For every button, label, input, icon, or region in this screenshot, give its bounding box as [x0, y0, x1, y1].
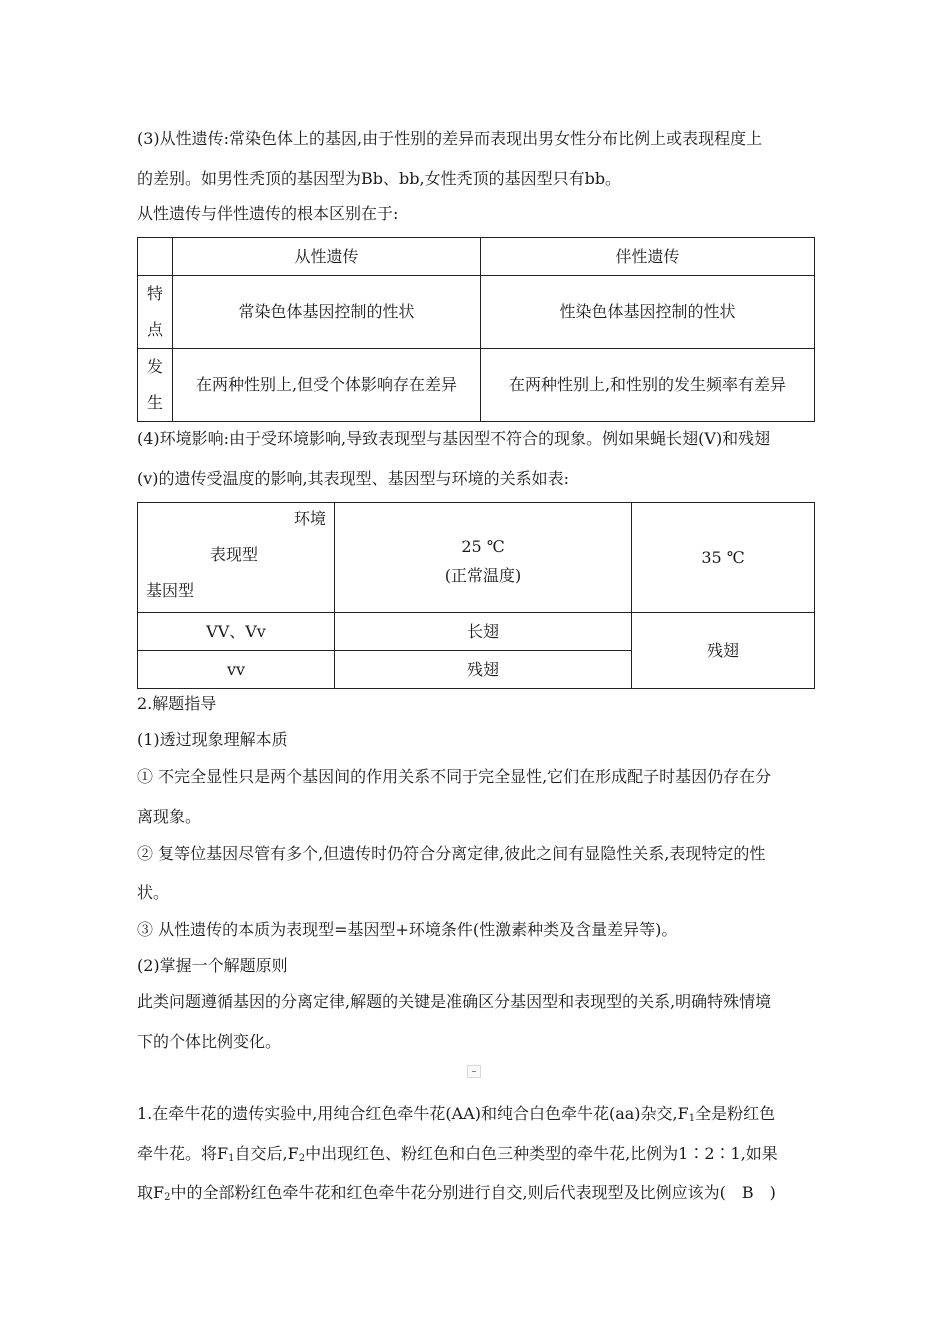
phenotype-cell: 残翅 — [335, 651, 632, 689]
row-label-top: 特 — [146, 284, 163, 303]
table-cell: 常染色体基因控制的性状 — [173, 276, 481, 349]
paragraph-line: (3)从性遗传:常染色体上的基因,由于性别的差异而表现出男女性分布比例上或表现程度上 — [137, 129, 763, 148]
subscript: 2 — [164, 1192, 171, 1203]
table-cell: 在两种性别上,但受个体影响存在差异 — [173, 349, 481, 422]
question-text: 1.在牵牛花的遗传实验中,用纯合红色牵牛花(AA)和纯合白色牵牛花(aa)杂交,F — [137, 1104, 689, 1123]
table-corner-cell — [138, 238, 173, 276]
phenotype-cell: 长翅 — [335, 613, 632, 651]
header-environment: 环境 — [293, 508, 326, 528]
genotype-cell: vv — [138, 651, 335, 689]
paragraph-line: 下的个体比例变化。 — [137, 1032, 282, 1051]
question-text: 全是粉红色 — [695, 1104, 776, 1123]
question-text: 取F — [137, 1183, 165, 1202]
subsection-title: (2)掌握一个解题原则 — [137, 956, 288, 975]
paragraph-line: 从性遗传与伴性遗传的根本区别在于: — [137, 204, 399, 223]
subscript: 1 — [228, 1153, 235, 1164]
temp-25: 25 ℃ — [461, 536, 505, 556]
temp-35: 35 ℃ — [632, 503, 815, 613]
header-phenotype: 表现型 — [210, 544, 259, 564]
subscript: 1 — [688, 1113, 696, 1124]
list-item: 离现象。 — [137, 807, 202, 826]
comparison-table — [137, 237, 815, 422]
question-line — [137, 1143, 778, 1170]
table-header-cell: 从性遗传 — [173, 238, 481, 276]
diagonal-header-cell — [138, 503, 335, 613]
question-text: 中的全部粉红色牵牛花和红色牵牛花分别进行自交,则后代表现型及比例应该为( B ) — [170, 1183, 776, 1202]
paragraph-line: 的差别。如男性秃顶的基因型为Bb、bb,女性秃顶的基因型只有bb。 — [137, 169, 622, 188]
paragraph-line: 此类问题遵循基因的分离定律,解题的关键是准确区分基因型和表现型的关系,明确特殊情境 — [137, 992, 772, 1011]
temperature-table — [137, 502, 815, 689]
table-header-cell: 伴性遗传 — [481, 238, 815, 276]
header-genotype: 基因型 — [146, 580, 195, 600]
list-item: ② 复等位基因尽管有多个,但遗传时仍符合分离定律,彼此之间有显隐性关系,表现特定的性 — [137, 844, 766, 863]
phenotype-35-cell: 残翅 — [632, 613, 815, 689]
row-label — [138, 349, 173, 422]
question-text: 牵牛花。将F — [137, 1144, 229, 1163]
question-line — [137, 1103, 775, 1130]
subsection-title: (1)透过现象理解本质 — [137, 730, 288, 749]
list-item: ① 不完全显性只是两个基因间的作用关系不同于完全显性,它们在形成配子时基因仍存在分 — [137, 767, 772, 786]
question-text: 中出现红色、粉红色和白色三种类型的牵牛花,比例为1∶2∶1,如果 — [305, 1144, 778, 1163]
list-item: 状。 — [137, 883, 170, 902]
row-label-bottom: 生 — [146, 393, 163, 412]
temp-header-cell — [335, 503, 632, 613]
section-title: 2.解题指导 — [137, 694, 217, 713]
paragraph-line: (4)环境影响:由于受环境影响,导致表现型与基因型不符合的现象。例如果蝇长翅(V)和残翅 — [137, 429, 771, 448]
table-cell: 性染色体基因控制的性状 — [481, 276, 815, 349]
list-item: ③ 从性遗传的本质为表现型=基因型+环境条件(性激素种类及含量差异等)。 — [137, 920, 678, 939]
genotype-cell: VV、Vv — [138, 613, 335, 651]
table-cell: 在两种性别上,和性别的发生频率有差异 — [481, 349, 815, 422]
row-label-bottom: 点 — [146, 320, 163, 339]
subscript: 2 — [298, 1153, 306, 1164]
row-label-top: 发 — [146, 357, 163, 376]
image-placeholder-icon — [467, 1065, 481, 1078]
temp-25-note: (正常温度) — [444, 565, 522, 585]
question-line — [137, 1182, 776, 1209]
row-label — [138, 276, 173, 349]
paragraph-line: (v)的遗传受温度的影响,其表现型、基因型与环境的关系如表: — [137, 469, 570, 488]
question-text: 自交后,F — [234, 1144, 299, 1163]
